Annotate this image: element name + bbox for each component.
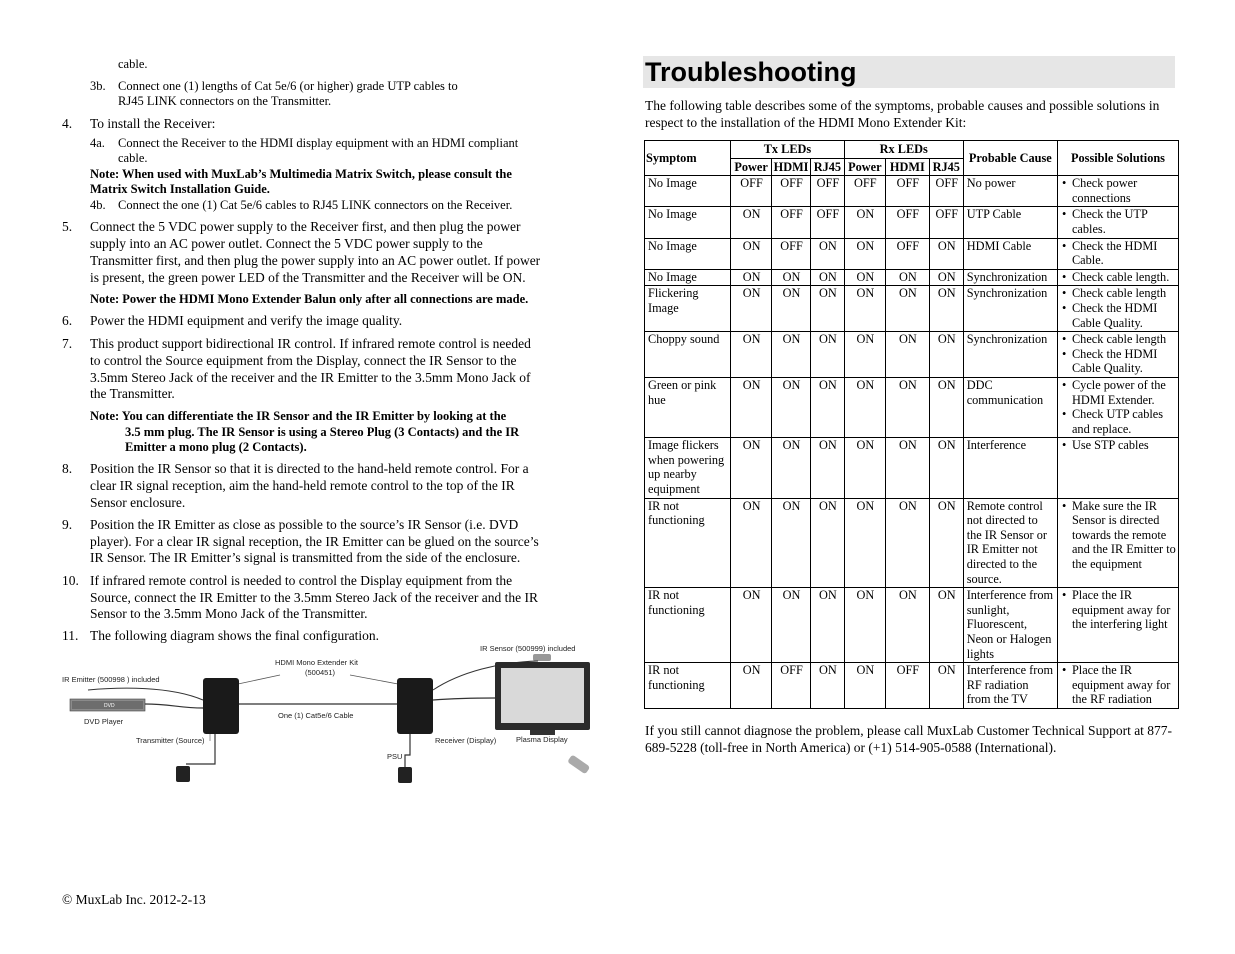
cause-cell: Remote control not directed to the IR Sensor or IR Emitter not directed to the source.	[963, 498, 1057, 588]
rx-hdmi-header: HDMI	[885, 158, 929, 176]
display-screen	[501, 668, 584, 723]
page-title-text: Troubleshooting	[645, 57, 857, 87]
tx-rj45-led-cell: ON	[811, 238, 845, 269]
solution-item: • Check the HDMI Cable Quality.	[1061, 347, 1176, 376]
cause-cell: DDC communication	[963, 377, 1057, 437]
rx-rj45-header: RJ45	[929, 158, 963, 176]
table-row	[645, 663, 1179, 709]
solution-item: • Check cable length	[1061, 332, 1176, 347]
table-row	[645, 286, 1179, 332]
step-text: cable.	[118, 151, 148, 165]
symptom-cell: Green or pink hue	[645, 377, 731, 437]
transmitter-label: Transmitter (Source)	[136, 736, 205, 745]
solution-item: • Check power connections	[1061, 176, 1176, 205]
step-number: 3b.	[90, 79, 106, 93]
solution-item: • Cycle power of the HDMI Extender.	[1061, 378, 1176, 407]
solutions-list	[1061, 239, 1176, 268]
pointer-line	[350, 675, 398, 684]
tx-rj45-led-cell: ON	[811, 377, 845, 437]
step-text: to control the Source equipment from the Display, connect the IR Sensor to the	[90, 353, 517, 368]
rx-power-led-cell: OFF	[844, 176, 885, 207]
rx-power-led-cell: ON	[844, 286, 885, 332]
solutions-cell	[1057, 176, 1178, 207]
continued-text: cable.	[118, 57, 148, 71]
solution-item: • Use STP cables	[1061, 438, 1176, 453]
symptom-cell: No Image	[645, 269, 731, 286]
cause-cell: Interference	[963, 438, 1057, 498]
rx-power-led-cell: ON	[844, 663, 885, 709]
solution-item: • Check cable length.	[1061, 270, 1176, 285]
kit-number-label: (500451)	[305, 668, 336, 677]
step-text: RJ45 LINK connectors on the Transmitter.	[118, 94, 332, 108]
step-text: To install the Receiver:	[90, 116, 216, 131]
cable-label: One (1) Cat5e/6 Cable	[278, 711, 354, 720]
copyright-text: © MuxLab Inc. 2012-2-13	[62, 892, 206, 907]
solutions-list	[1061, 207, 1176, 236]
step-text: Connect the one (1) Cat 5e/6 cables to RJ45 LINK connectors on the Receiver.	[118, 198, 513, 212]
tx-leds-header: Tx LEDs	[731, 141, 845, 159]
rx-power-led-cell: ON	[844, 332, 885, 378]
table-header-row	[645, 141, 1179, 159]
step-text: supply into an AC power outlet. Connect the 5 VDC power supply to the	[90, 236, 483, 251]
solution-item: • Place the IR equipment away for the interfering light	[1061, 588, 1176, 632]
step-text: Power the HDMI equipment and verify the image quality.	[90, 313, 403, 328]
ir-sensor-label: IR Sensor (500999) included	[480, 644, 576, 653]
tx-hdmi-led-cell: OFF	[772, 207, 811, 238]
solutions-list	[1061, 378, 1176, 436]
receiver-icon	[397, 678, 433, 734]
tx-rj45-led-cell: ON	[811, 332, 845, 378]
solutions-cell	[1057, 663, 1178, 709]
step-text: If infrared remote control is needed to control the Display equipment from the	[90, 573, 513, 588]
tx-power-led-cell: ON	[731, 238, 772, 269]
symptom-cell: IR not functioning	[645, 663, 731, 709]
tx-rj45-led-cell: ON	[811, 269, 845, 286]
tx-rj45-led-cell: OFF	[811, 176, 845, 207]
solution-item: • Check the HDMI Cable.	[1061, 239, 1176, 268]
table-row	[645, 498, 1179, 588]
tx-hdmi-header: HDMI	[772, 158, 811, 176]
rx-hdmi-led-cell: ON	[885, 438, 929, 498]
tx-rj45-led-cell: ON	[811, 286, 845, 332]
tx-hdmi-led-cell: ON	[772, 498, 811, 588]
step-text: Connect the Receiver to the HDMI display equipment with an HDMI compliant	[118, 136, 519, 150]
ir-sensor-icon	[533, 654, 551, 661]
tx-power-led-cell: ON	[731, 588, 772, 663]
table-row	[645, 207, 1179, 238]
cause-cell: HDMI Cable	[963, 238, 1057, 269]
solutions-cell	[1057, 332, 1178, 378]
rx-rj45-led-cell: ON	[929, 588, 963, 663]
solutions-list	[1061, 332, 1176, 376]
kit-label: HDMI Mono Extender Kit	[275, 658, 358, 667]
tx-power-led-cell: ON	[731, 332, 772, 378]
rx-hdmi-led-cell: ON	[885, 498, 929, 588]
tx-power-led-cell: ON	[731, 269, 772, 286]
tx-rj45-led-cell: OFF	[811, 207, 845, 238]
solution-item: • Check UTP cables and replace.	[1061, 407, 1176, 436]
tx-hdmi-led-cell: OFF	[772, 238, 811, 269]
note-text: Matrix Switch Installation Guide.	[90, 182, 270, 196]
cause-cell: Synchronization	[963, 286, 1057, 332]
ir-emitter-label: IR Emitter (500998 ) included	[62, 675, 160, 684]
step-number: 10.	[62, 573, 79, 588]
rx-rj45-led-cell: ON	[929, 438, 963, 498]
rx-hdmi-led-cell: OFF	[885, 176, 929, 207]
rx-rj45-led-cell: ON	[929, 332, 963, 378]
solutions-cell	[1057, 207, 1178, 238]
table-body	[645, 176, 1179, 709]
solutions-cell	[1057, 238, 1178, 269]
tx-rj45-led-cell: ON	[811, 498, 845, 588]
troubleshooting-table	[644, 140, 1179, 709]
symptom-cell: IR not functioning	[645, 498, 731, 588]
step-number: 6.	[62, 313, 73, 328]
plasma-display-label: Plasma Display	[516, 735, 568, 744]
solutions-header: Possible Solutions	[1057, 141, 1178, 176]
solutions-list	[1061, 438, 1176, 453]
symptom-cell: IR not functioning	[645, 588, 731, 663]
rx-rj45-led-cell: OFF	[929, 207, 963, 238]
ir-emitter-cable-icon	[88, 688, 203, 700]
step-number: 4.	[62, 116, 73, 131]
step-number: 5.	[62, 219, 73, 234]
rx-rj45-led-cell: ON	[929, 498, 963, 588]
table-row	[645, 269, 1179, 286]
table-row	[645, 438, 1179, 498]
rx-power-cable-icon	[405, 734, 410, 767]
rx-power-led-cell: ON	[844, 498, 885, 588]
step-text: is present, the green power LED of the Transmitter and the Receiver will be ON.	[90, 270, 526, 285]
tx-rj45-header: RJ45	[811, 158, 845, 176]
tx-hdmi-led-cell: ON	[772, 377, 811, 437]
tx-hdmi-led-cell: ON	[772, 332, 811, 378]
note-text: Emitter a mono plug (2 Contacts).	[125, 440, 307, 454]
rx-psu-icon	[398, 767, 412, 783]
step-text: Source, connect the IR Emitter to the 3.5mm Stereo Jack of the receiver and the IR	[90, 590, 538, 605]
rx-power-led-cell: ON	[844, 588, 885, 663]
solutions-list	[1061, 499, 1176, 572]
step-text: Position the IR Emitter as close as possible to the source’s IR Sensor (i.e. DVD	[90, 517, 519, 532]
rx-rj45-led-cell: OFF	[929, 176, 963, 207]
tx-hdmi-led-cell: OFF	[772, 663, 811, 709]
symptom-header: Symptom	[645, 141, 731, 176]
tx-power-led-cell: ON	[731, 663, 772, 709]
dvd-logo: DVD	[104, 703, 115, 709]
solutions-cell	[1057, 498, 1178, 588]
tx-hdmi-led-cell: ON	[772, 588, 811, 663]
intro-paragraph: The following table describes some of the symptoms, probable causes and possible solutions in respect to the installation of the HDMI Mono Extender Kit:	[645, 98, 1160, 130]
step-text: player). For a clear IR signal reception, the IR Emitter can be glued on the source’s	[90, 534, 539, 549]
tx-hdmi-led-cell: ON	[772, 269, 811, 286]
cause-cell: Interference from RF radiation from the TV	[963, 663, 1057, 709]
solution-item: • Make sure the IR Sensor is directed towards the remote and the IR Emitter to the equipment	[1061, 499, 1176, 572]
tx-psu-icon	[176, 766, 190, 782]
rx-hdmi-led-cell: ON	[885, 377, 929, 437]
rx-power-led-cell: ON	[844, 238, 885, 269]
rx-rj45-led-cell: ON	[929, 269, 963, 286]
support-paragraph: If you still cannot diagnose the problem, please call MuxLab Customer Technical Support at 877-689-5228 (toll-free in North America) or (+1) 514-905-0588 (International).	[645, 723, 1173, 755]
rx-rj45-led-cell: ON	[929, 286, 963, 332]
tx-hdmi-led-cell: ON	[772, 438, 811, 498]
tx-power-header: Power	[731, 158, 772, 176]
step-text: Connect one (1) lengths of Cat 5e/6 (or higher) grade UTP cables to	[118, 79, 458, 93]
rx-power-led-cell: ON	[844, 377, 885, 437]
step-text: IR Sensor. The IR Emitter’s signal is transmitted from the side of the enclosure.	[90, 550, 521, 565]
step-text: Connect the 5 VDC power supply to the Receiver first, and then plug the power	[90, 219, 521, 234]
table-row	[645, 238, 1179, 269]
cause-cell: Interference from sunlight, Fluorescent, Neon or Halogen lights	[963, 588, 1057, 663]
table-row	[645, 332, 1179, 378]
rx-power-led-cell: ON	[844, 207, 885, 238]
table-row	[645, 377, 1179, 437]
tx-hdmi-led-cell: OFF	[772, 176, 811, 207]
symptom-cell: No Image	[645, 238, 731, 269]
rx-hdmi-led-cell: OFF	[885, 207, 929, 238]
tx-hdmi-led-cell: ON	[772, 286, 811, 332]
step-text: Sensor enclosure.	[90, 495, 186, 510]
solutions-list	[1061, 286, 1176, 330]
solution-item: • Check the UTP cables.	[1061, 207, 1176, 236]
receiver-label: Receiver (Display)	[435, 736, 497, 745]
step-number: 7.	[62, 336, 73, 351]
table-row	[645, 588, 1179, 663]
rx-hdmi-led-cell: ON	[885, 269, 929, 286]
solutions-list	[1061, 588, 1176, 632]
symptom-cell: No Image	[645, 207, 731, 238]
note-text: Note: When used with MuxLab’s Multimedia Matrix Switch, please consult the	[90, 167, 512, 181]
psu-label: PSU	[387, 752, 403, 761]
cause-header: Probable Cause	[963, 141, 1057, 176]
step-text: The following diagram shows the final configuration.	[90, 628, 380, 643]
tx-power-led-cell: ON	[731, 438, 772, 498]
solutions-cell	[1057, 286, 1178, 332]
note-text: Note: Power the HDMI Mono Extender Balun only after all connections are made.	[90, 292, 529, 306]
solutions-list	[1061, 176, 1176, 205]
rx-leds-header: Rx LEDs	[844, 141, 963, 159]
transmitter-icon	[203, 678, 239, 734]
solution-item: • Check the HDMI Cable Quality.	[1061, 301, 1176, 330]
step-text: 3.5mm Stereo Jack of the receiver and the IR Emitter to the 3.5mm Mono Jack of	[90, 370, 531, 385]
rx-rj45-led-cell: ON	[929, 238, 963, 269]
dvd-player-label: DVD Player	[84, 717, 124, 726]
page-title	[643, 56, 1175, 88]
step-number: 4a.	[90, 136, 105, 150]
step-text: This product support bidirectional IR control. If infrared remote control is needed	[90, 336, 531, 351]
step-number: 8.	[62, 461, 73, 476]
step-text: Sensor to the 3.5mm Mono Jack of the Transmitter.	[90, 606, 368, 621]
tx-power-led-cell: ON	[731, 207, 772, 238]
rx-rj45-led-cell: ON	[929, 663, 963, 709]
cause-cell: No power	[963, 176, 1057, 207]
solution-item: • Check cable length	[1061, 286, 1176, 301]
tx-rj45-led-cell: ON	[811, 438, 845, 498]
cause-cell: Synchronization	[963, 269, 1057, 286]
cause-cell: Synchronization	[963, 332, 1057, 378]
configuration-diagram	[60, 642, 592, 787]
rx-hdmi-led-cell: ON	[885, 332, 929, 378]
solutions-cell	[1057, 588, 1178, 663]
cause-cell: UTP Cable	[963, 207, 1057, 238]
rx-hdmi-led-cell: ON	[885, 286, 929, 332]
hdmi-out-cable-icon	[433, 698, 495, 700]
symptom-cell: No Image	[645, 176, 731, 207]
note-text: Note: You can differentiate the IR Sensor and the IR Emitter by looking at the	[90, 409, 507, 423]
solution-item: • Place the IR equipment away for the RF radiation	[1061, 663, 1176, 707]
solutions-list	[1061, 663, 1176, 707]
rx-power-led-cell: ON	[844, 438, 885, 498]
solutions-cell	[1057, 438, 1178, 498]
symptom-cell: Flickering Image	[645, 286, 731, 332]
tx-rj45-led-cell: ON	[811, 663, 845, 709]
solutions-cell	[1057, 269, 1178, 286]
solutions-cell	[1057, 377, 1178, 437]
rx-hdmi-led-cell: ON	[885, 588, 929, 663]
remote-control-icon	[567, 754, 590, 774]
step-number: 9.	[62, 517, 73, 532]
step-text: Position the IR Sensor so that it is directed to the hand-held remote control. For a	[90, 461, 529, 476]
table-row	[645, 176, 1179, 207]
note-text: 3.5 mm plug. The IR Sensor is using a Stereo Plug (3 Contacts) and the IR	[125, 425, 520, 439]
rx-power-led-cell: ON	[844, 269, 885, 286]
tx-rj45-led-cell: ON	[811, 588, 845, 663]
solutions-list	[1061, 270, 1176, 285]
rx-hdmi-led-cell: OFF	[885, 238, 929, 269]
symptom-cell: Image flickers when powering up nearby equipment	[645, 438, 731, 498]
tx-power-led-cell: ON	[731, 286, 772, 332]
tx-power-led-cell: OFF	[731, 176, 772, 207]
tx-power-led-cell: ON	[731, 498, 772, 588]
symptom-cell: Choppy sound	[645, 332, 731, 378]
step-text: Transmitter first, and then plug the power supply into an AC power outlet. If power	[90, 253, 541, 268]
hdmi-cable-icon	[145, 704, 203, 708]
step-number: 11.	[62, 628, 79, 643]
rx-power-header: Power	[844, 158, 885, 176]
step-number: 4b.	[90, 198, 106, 212]
rx-hdmi-led-cell: OFF	[885, 663, 929, 709]
step-text: clear IR signal reception, aim the hand-held remote control to the top of the IR	[90, 478, 515, 493]
step-text: the Transmitter.	[90, 386, 175, 401]
pointer-line	[238, 675, 280, 684]
rx-rj45-led-cell: ON	[929, 377, 963, 437]
tx-power-led-cell: ON	[731, 377, 772, 437]
